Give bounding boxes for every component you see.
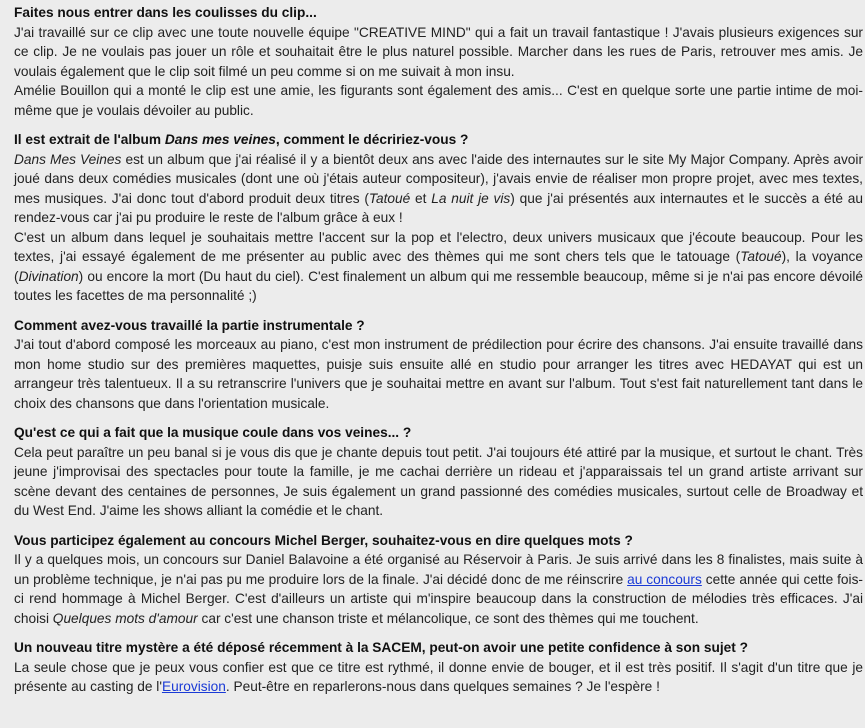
answer-paragraph bbox=[14, 658, 863, 697]
album-title: Dans Mes Veines bbox=[14, 151, 122, 167]
album-title: Dans mes veines bbox=[164, 132, 276, 147]
answer-paragraph: Amélie Bouillon qui a monté le clip est une amie, les figurants sont également des amis... C'est en quelque sorte une partie intime de moi-même que je voulais dévoiler au public. bbox=[14, 83, 863, 118]
song-title: Quelques mots d'amour bbox=[52, 610, 198, 626]
section-clip bbox=[14, 3, 863, 120]
answer-paragraph bbox=[14, 228, 863, 306]
concours-link[interactable]: au concours bbox=[627, 571, 702, 587]
answer-text: C'est un album dans lequel je souhaitais mettre l'accent sur la pop et l'electro, deux univers musicaux que j'écoute beaucoup. Pour les textes, j'ai essayé également de me présenter au public avec des thèmes qui me sont chers tels que le tatouage ( bbox=[14, 229, 863, 264]
answer-text: Il y a quelques mois, un concours sur Daniel Balavoine a été organisé au Réservoir à Paris. Je suis arrivé dans les 8 finalistes, mais suite à un problème technique, je n'ai pas pu me produire lors de la finale. J'ai décidé donc de me réinscrire bbox=[14, 552, 863, 587]
section-mystery-title bbox=[14, 638, 863, 697]
answer-paragraph bbox=[14, 550, 863, 628]
section-michel-berger bbox=[14, 531, 863, 629]
question-heading: Vous participez également au concours Michel Berger, souhaitez-vous en dire quelques mots ? bbox=[14, 532, 633, 548]
answer-text: cette année qui cette fois-ci rend hommage à Michel Berger. C'est d'ailleurs un artiste qui m'inspire beaucoup dans la construction de mélodies très efficaces. J'ai choisi bbox=[14, 571, 863, 626]
section-album bbox=[14, 130, 863, 306]
answer-paragraph bbox=[14, 150, 863, 228]
answer-paragraph: J'ai travaillé sur ce clip avec une toute nouvelle équipe "CREATIVE MIND" qui a fait un travail fantastique ! J'avais plusieurs exigences sur ce clip. Je ne voulais pas jouer un rôle et souhaitait être le plus naturel possible. Marcher dans les rues de Paris, retrouver mes amis. Je voulais également que le clip soit filmé un peu comme si on me suivait à mon insu. bbox=[14, 24, 863, 79]
answer-paragraph: J'ai tout d'abord composé les morceaux au piano, c'est mon instrument de prédilection pour écrire des chansons. J'ai ensuite travaillé dans mon home studio sur des premières maquettes, puisje suis ensuite allé en studio pour arranger les titres avec HEDAYAT qui est un arrangeur très talentueux. Il a su retranscrire l'univers que je souhaitai mettre en avant sur l'album. Tout s'est fait naturellement tant dans le choix des chansons que dans l'orientation musicale. bbox=[14, 337, 863, 411]
answer-text: . Peut-être en reparlerons-nous dans quelques semaines ? Je l'espère ! bbox=[225, 679, 660, 694]
song-title: Divination bbox=[18, 268, 79, 284]
question-text: Il est extrait de l'album bbox=[14, 132, 165, 147]
question-heading: Faites nous entrer dans les coulisses du clip... bbox=[14, 5, 317, 20]
answer-text: est un album que j'ai réalisé il y a bientôt deux ans avec l'aide des internautes sur le site My Major Company. Après avoir joué dans deux comédies musicales (dont une où j'étais auteur compositeur), j'avais envie de réaliser mon propre projet, avec mes textes, mes musiques. J'ai donc tout d'abord produit deux titres ( bbox=[14, 151, 863, 206]
answer-text: La seule chose que je peux vous confier est que ce titre est rythmé, il donne envie de bouger, et il est très positif. Il s'agit d'un titre que je présente au casting de l' bbox=[14, 659, 863, 694]
section-instrumental bbox=[14, 316, 863, 414]
question-heading: Un nouveau titre mystère a été déposé récemment à la SACEM, peut-on avoir une petite confidence à son sujet ? bbox=[14, 640, 748, 655]
answer-text: ) que j'ai présentés aux internautes et le succès a été au rendez-vous car j'ai pu produire le reste de l'album grâce à eux ! bbox=[14, 190, 863, 225]
song-title: Tatoué bbox=[740, 249, 782, 264]
song-title: Tatoué bbox=[368, 190, 411, 206]
question-heading: Comment avez-vous travaillé la partie instrumentale ? bbox=[14, 317, 365, 333]
answer-text: ) ou encore la mort (Du haut du ciel). C'est finalement un album qui me ressemble beaucoup, même si je n'ai pas encore dévoilé toutes les facettes de ma personnalité ;) bbox=[14, 268, 863, 303]
question-heading: Qu'est ce qui a fait que la musique coule dans vos veines... ? bbox=[14, 425, 412, 440]
answer-text: et bbox=[410, 190, 432, 206]
answer-paragraph: Cela peut paraître un peu banal si je vous dis que je chante depuis tout petit. J'ai toujours été attiré par la musique, et surtout le chant. Très jeune j'improvisai des spectacles pour toute la famille, je me cachai derrière un rideau et j'apparaissais tel un grand artiste arrivant sur scène devant des centaines de personnes, Je suis également un grand passionné des comédies musicales, surtout celle de Broadway et du West End. J'aime les shows alliant la comédie et le chant. bbox=[14, 444, 863, 518]
question-text: , comment le décririez-vous ? bbox=[275, 132, 469, 147]
song-title: La nuit je vis bbox=[431, 190, 511, 206]
section-music-veins bbox=[14, 423, 863, 521]
answer-text: ), la voyance ( bbox=[14, 249, 864, 284]
answer-text: car c'est une chanson triste et mélancolique, ce sont des thèmes qui me touchent. bbox=[197, 610, 699, 626]
eurovision-link[interactable]: Eurovision bbox=[161, 679, 226, 694]
question-heading bbox=[14, 130, 863, 150]
